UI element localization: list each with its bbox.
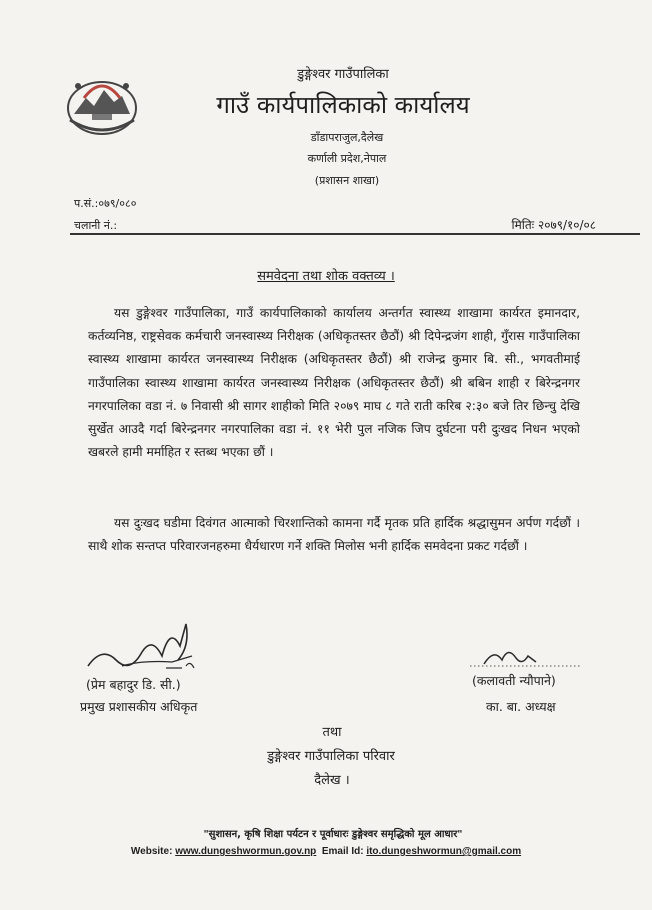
signature-right <box>466 640 586 672</box>
office-title: गाउँ कार्यपालिकाको कार्यालय <box>216 91 470 119</box>
body-paragraph-1: यस डुङ्गेश्वर गाउँपालिका, गाउँ कार्यपालिकाको कार्यालय अन्तर्गत स्वास्थ्य शाखामा कार्यरत इमानदार, कर्तव्यनिष्ठ, राष्ट्रसेवक कर्मचारी जनस्वास्थ्य निरीक्षक (अधिकृतस्तर छैठौं) श्री दिपेन्द्रजंग शाही, गुँरास गाउँपालिका स्वास्थ्य शाखामा कार्यरत जनस्वास्थ्य निरीक्षक (अधिकृतस्तर छैठौं) श्री राजेन्द्र कुमार बि. सी., भगवतीमाई गाउँपालिका स्वास्थ्य शाखामा कार्यरत जनस्वास्थ्य निरीक्षक (अधिकृतस्तर छैठौं) श्री बबिन शाही र बिरेन्द्रनगर नगरपालिका वडा नं. ७ निवासी श्री सागर शाहीको मिति २०७९ माघ ८ गते राती करिब २:३० बजे तिर छिन्चु देखि सुर्खेत आउदै गर्दा बिरेन्द्रनगर नगरपालिका वडा नं. ११ भेरी पुल नजिक जिप दुर्घटना परी दुःखद निधन भएको खबरले हामी मर्माहित र स्तब्ध भएका छौं । <box>88 306 580 460</box>
header-divider <box>70 233 640 235</box>
section-name: (प्रशासन शाखा) <box>314 174 380 187</box>
footer-slogan: "सुशासन, कृषि शिक्षा पर्यटन र पूर्वाधारः डुङ्गेश्वर समृद्धिको मूल आधार" <box>203 829 463 840</box>
signatory-right-title: का. बा. अध्यक्ष <box>486 699 556 714</box>
closing-line-2: डुङ्गेश्वर गाउँपालिका परिवार <box>267 749 395 764</box>
closing-line-1: तथा <box>322 725 342 740</box>
body-paragraph-2: यस दुःखद घडीमा दिवंगत आत्माको चिरशान्तिको कामना गर्दै मृतक प्रति हार्दिक श्रद्धासुमन अर्पण गर्दछौं । साथै शोक सन्तप्त परिवारजनहरुमा धैर्यधारण गर्ने शक्ति मिलोस भनी हार्दिक समवेदना प्रकट गर्दछौं । <box>88 516 580 554</box>
signatory-right-name: (कलावती न्यौपाने) <box>472 673 556 688</box>
signatory-left-name: (प्रेम बहादुर डि. सी.) <box>86 677 181 692</box>
address-line-1: डाँडापराजुल,दैलेख <box>310 131 384 144</box>
footer-contact <box>0 846 652 857</box>
reference-number: प.सं.:०७९/०८० <box>74 197 137 210</box>
website-link[interactable]: www.dungeshwormun.gov.np <box>175 846 317 857</box>
municipality-name: डुङ्गेश्वर गाउँपालिका <box>297 67 389 82</box>
address-line-2: कर्णाली प्रदेश,नेपाल <box>307 152 387 165</box>
dispatch-number: चलानी नं.: <box>74 219 118 232</box>
website-label: Website: <box>130 846 173 857</box>
email-label: Email Id: <box>321 846 364 857</box>
signature-left <box>82 616 272 682</box>
closing-line-3: दैलेख । <box>314 773 350 788</box>
email-link[interactable]: ito.dungeshwormun@gmail.com <box>366 846 522 857</box>
letter-date: मितिः २०७९/१०/०८ <box>511 218 596 232</box>
subject-text: समवेदना तथा शोक वक्तव्य । <box>257 269 395 284</box>
signatory-left-title: प्रमुख प्रशासकीय अधिकृत <box>80 699 198 714</box>
subject-line <box>0 266 652 284</box>
